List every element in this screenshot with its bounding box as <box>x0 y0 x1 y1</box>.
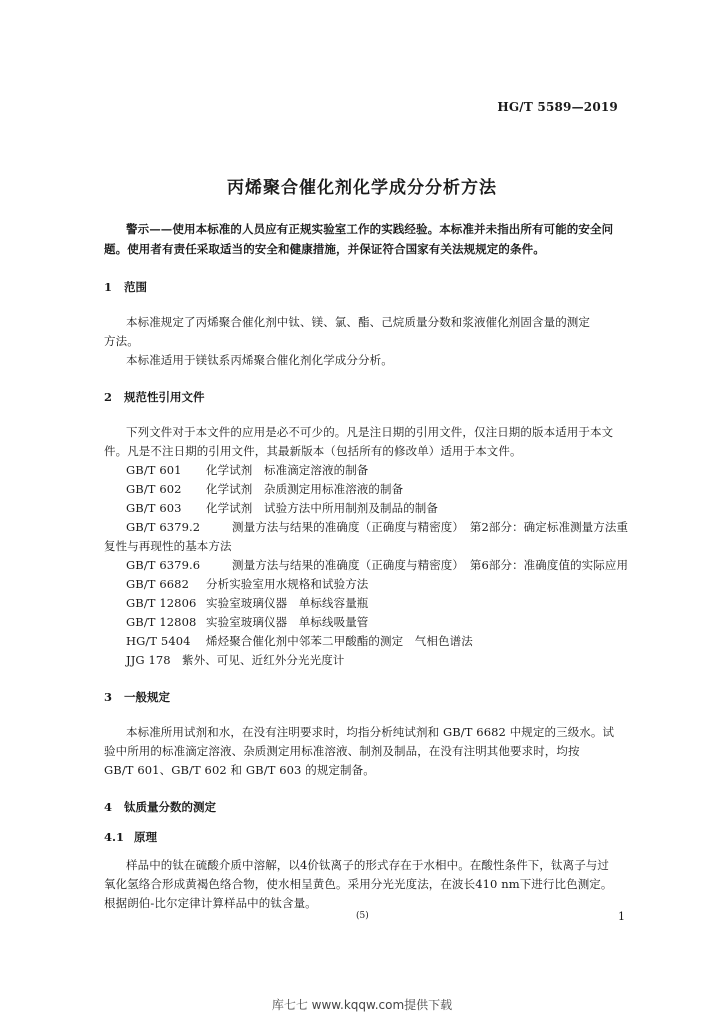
reference-item <box>126 519 628 535</box>
s3-line-2: 验中所用的标准滴定溶液、杂质测定用标准溶液、制剂及制品，在没有注明其他要求时，均按 <box>104 744 580 758</box>
reference-code: GB/T 6379.6 <box>126 558 201 572</box>
reference-item <box>126 481 403 497</box>
s4-line-2: 氧化氢络合形成黄褐色络合物，使水相呈黄色。采用分光光度法，在波长410 nm下进行比色测定。 <box>104 877 613 891</box>
section-title: 一般规定 <box>124 690 170 704</box>
subsection-4-1-heading <box>104 829 157 845</box>
page-number: 1 <box>618 910 625 923</box>
reference-title: 化学试剂 标准滴定溶液的制备 <box>206 463 369 477</box>
reference-item <box>126 462 368 478</box>
reference-code: HG/T 5404 <box>126 634 191 648</box>
reference-title: 测量方法与结果的准确度（正确度与精密度） 第2部分：确定标准测量方法重 <box>232 520 629 534</box>
section-3-heading <box>104 689 170 705</box>
section-number: 2 <box>104 390 113 404</box>
subsection-title: 原理 <box>134 830 157 844</box>
s1-paragraph-1-line-1: 本标准规定了丙烯聚合催化剂中钛、镁、氯、酯、己烷质量分数和浆液催化剂固含量的测定 <box>126 315 590 329</box>
reference-title: 化学试剂 试验方法中所用制剂及制品的制备 <box>206 501 438 515</box>
s3-line-1: 本标准所用试剂和水，在没有注明要求时，均指分析纯试剂和 GB/T 6682 中规定的三级水。试 <box>126 725 615 739</box>
reference-item <box>126 633 473 649</box>
section-2-heading <box>104 389 205 405</box>
watermark: 库七七 www.kqqw.com提供下载 <box>271 998 453 1012</box>
reference-item <box>126 576 368 592</box>
reference-title: 实验室玻璃仪器 单标线容量瓶 <box>206 596 369 610</box>
reference-title: 分析实验室用水规格和试验方法 <box>206 577 369 591</box>
reference-title: 测量方法与结果的准确度（正确度与精密度） 第6部分：准确度值的实际应用 <box>232 558 629 572</box>
reference-code: GB/T 602 <box>126 482 182 496</box>
s1-paragraph-1-line-2: 方法。 <box>104 334 139 348</box>
reference-item <box>126 595 368 611</box>
document-title: 丙烯聚合催化剂化学成分分析方法 <box>227 178 497 198</box>
section-1-heading <box>104 279 147 295</box>
subsection-number: 4.1 <box>104 830 125 844</box>
reference-code: GB/T 603 <box>126 501 182 515</box>
warning-line-1: 警示——使用本标准的人员应有正规实验室工作的实践经验。本标准并未指出所有可能的安全问 <box>126 222 614 236</box>
section-title: 钛质量分数的测定 <box>124 800 216 814</box>
footer-center-mark: (5) <box>356 911 369 921</box>
reference-code: GB/T 12806 <box>126 596 197 610</box>
section-4-heading <box>104 799 216 815</box>
s3-line-3: GB/T 601、GB/T 602 和 GB/T 603 的规定制备。 <box>104 763 375 777</box>
reference-title: 紫外、可见、近红外分光光度计 <box>182 653 345 667</box>
section-title: 规范性引用文件 <box>124 390 205 404</box>
reference-code: JJG 178 <box>126 653 171 667</box>
reference-code: GB/T 6682 <box>126 577 190 591</box>
reference-item <box>126 614 368 630</box>
reference-title: 复性与再现性的基本方法 <box>104 539 232 553</box>
reference-item <box>126 557 628 573</box>
section-title: 范围 <box>124 280 147 294</box>
reference-title: 化学试剂 杂质测定用标准溶液的制备 <box>206 482 404 496</box>
s1-paragraph-2: 本标准适用于镁钛系丙烯聚合催化剂化学成分分析。 <box>126 353 393 367</box>
reference-item-continuation <box>104 538 232 554</box>
reference-item <box>126 652 344 668</box>
reference-code: GB/T 6379.2 <box>126 520 201 534</box>
section-number: 1 <box>104 280 113 294</box>
reference-code: GB/T 12808 <box>126 615 197 629</box>
standard-code: HG/T 5589—2019 <box>497 100 618 114</box>
reference-title: 实验室玻璃仪器 单标线吸量管 <box>206 615 369 629</box>
s2-intro-line-2: 件。凡是不注日期的引用文件，其最新版本（包括所有的修改单）适用于本文件。 <box>104 444 522 458</box>
s4-line-3: 根据朗伯-比尔定律计算样品中的钛含量。 <box>104 896 317 910</box>
section-number: 4 <box>104 800 113 814</box>
reference-title: 烯烃聚合催化剂中邻苯二甲酸酯的测定 气相色谱法 <box>206 634 473 648</box>
reference-code: GB/T 601 <box>126 463 182 477</box>
s2-intro-line-1: 下列文件对于本文件的应用是必不可少的。凡是注日期的引用文件，仅注日期的版本适用于本文 <box>126 425 614 439</box>
warning-line-2: 题。使用者有责任采取适当的安全和健康措施，并保证符合国家有关法规规定的条件。 <box>104 242 545 256</box>
s4-line-1: 样品中的钛在硫酸介质中溶解，以4价钛离子的形式存在于水相中。在酸性条件下，钛离子与过 <box>126 858 610 872</box>
section-number: 3 <box>104 690 113 704</box>
reference-item <box>126 500 438 516</box>
